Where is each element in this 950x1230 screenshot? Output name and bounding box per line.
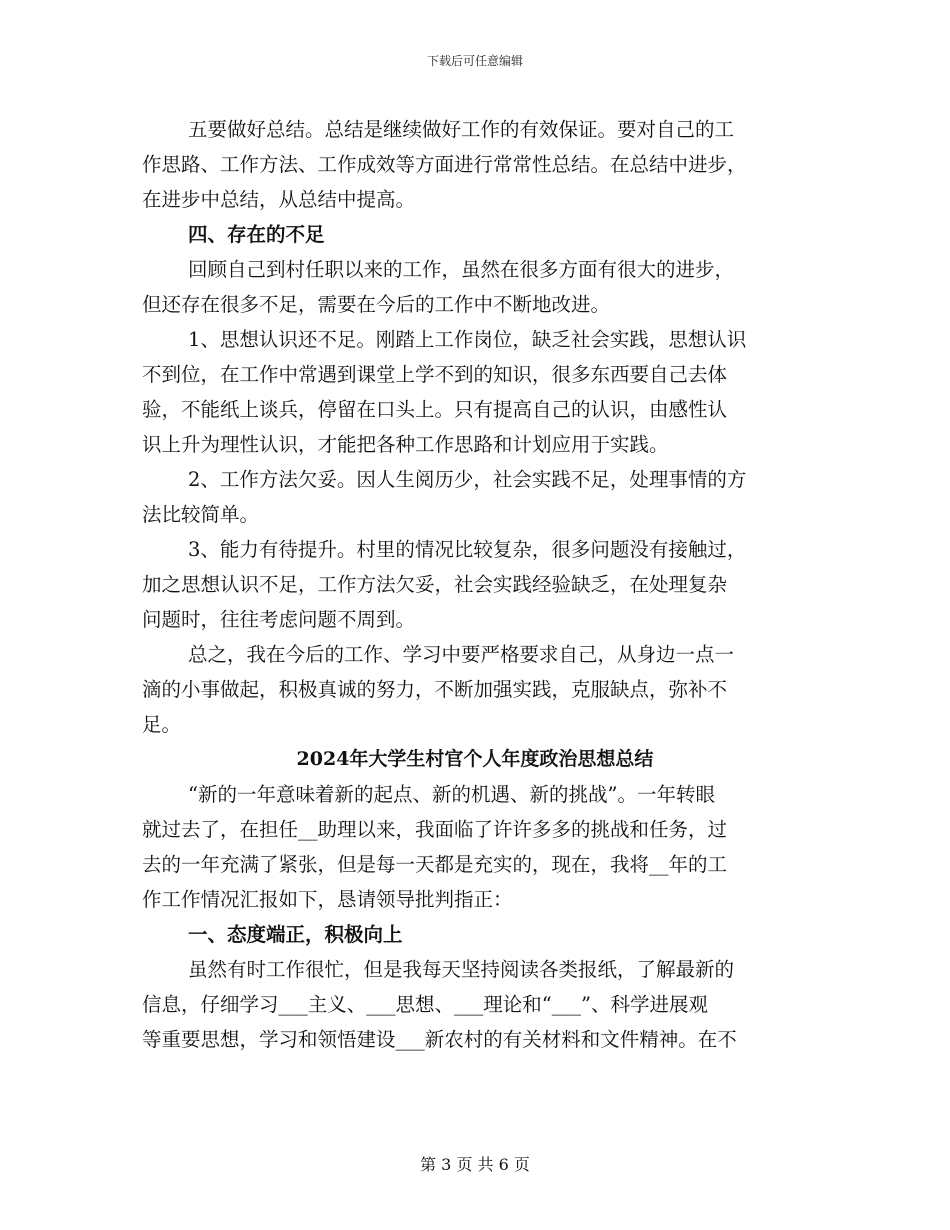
paragraph-line: 但还存在很多不足，需要在今后的工作中不断地改进。 bbox=[142, 293, 611, 316]
paragraph-line: 不到位，在工作中常遇到课堂上学不到的知识，很多东西要自己去体 bbox=[142, 363, 728, 386]
paragraph-line: 足。 bbox=[142, 713, 182, 736]
paragraph-line: 去的一年充满了紧张，但是每一天都是充实的，现在，我将__年的工 bbox=[142, 853, 728, 876]
paragraph-line: 就过去了，在担任__助理以来，我面临了许许多多的挑战和任务，过 bbox=[142, 818, 728, 841]
paragraph-line: 加之思想认识不足，工作方法欠妥，社会实践经验缺乏，在处理复杂 bbox=[142, 573, 728, 596]
paragraph-line: 总之，我在今后的工作、学习中要严格要求自己，从身边一点一 bbox=[188, 643, 735, 666]
paragraph-line: 1、思想认识还不足。刚踏上工作岗位，缺乏社会实践，思想认识 bbox=[188, 328, 747, 351]
section-heading: 一、态度端正，积极向上 bbox=[188, 923, 403, 946]
paragraph-line: “新的一年意味着新的起点、新的机遇、新的挑战”。一年转眼 bbox=[188, 783, 715, 806]
paragraph-line: 虽然有时工作很忙，但是我每天坚持阅读各类报纸，了解最新的 bbox=[188, 958, 735, 981]
paragraph-line: 在进步中总结，从总结中提高。 bbox=[142, 188, 416, 211]
paragraph-line: 作思路、工作方法、工作成效等方面进行常常性总结。在总结中进步， bbox=[142, 153, 747, 176]
paragraph-line: 法比较简单。 bbox=[142, 503, 260, 526]
paragraph-line: 3、能力有待提升。村里的情况比较复杂，很多问题没有接触过， bbox=[188, 538, 747, 561]
document-title: 2024年大学生村官个人年度政治思想总结 bbox=[296, 748, 654, 770]
paragraph-line: 2、工作方法欠妥。因人生阅历少，社会实践不足，处理事情的方 bbox=[188, 468, 747, 491]
paragraph-line: 作工作情况汇报如下，恳请领导批判指正： bbox=[142, 888, 513, 911]
section-heading: 四、存在的不足 bbox=[188, 223, 325, 246]
paragraph-line: 五要做好总结。总结是继续做好工作的有效保证。要对自己的工 bbox=[188, 118, 735, 141]
page-number-footer: 第 3 页 共 6 页 bbox=[420, 1155, 530, 1174]
page-header: 下载后可任意编辑 bbox=[426, 54, 523, 68]
paragraph-line: 识上升为理性认识，才能把各种工作思路和计划应用于实践。 bbox=[142, 433, 669, 456]
paragraph-line: 等重要思想，学习和领悟建设___新农村的有关材料和文件精神。在不 bbox=[142, 1028, 737, 1051]
paragraph-line: 信息，仔细学习___主义、___思想、___理论和“___”、科学进展观 bbox=[142, 993, 708, 1016]
paragraph-line: 问题时，往往考虑问题不周到。 bbox=[142, 608, 416, 631]
document-body bbox=[142, 112, 808, 1057]
paragraph-line: 验，不能纸上谈兵，停留在口头上。只有提高自己的认识，由感性认 bbox=[142, 398, 728, 421]
paragraph-line: 回顾自己到村任职以来的工作，虽然在很多方面有很大的进步， bbox=[188, 258, 735, 281]
paragraph-line: 滴的小事做起，积极真诚的努力，不断加强实践，克服缺点，弥补不 bbox=[142, 678, 728, 701]
